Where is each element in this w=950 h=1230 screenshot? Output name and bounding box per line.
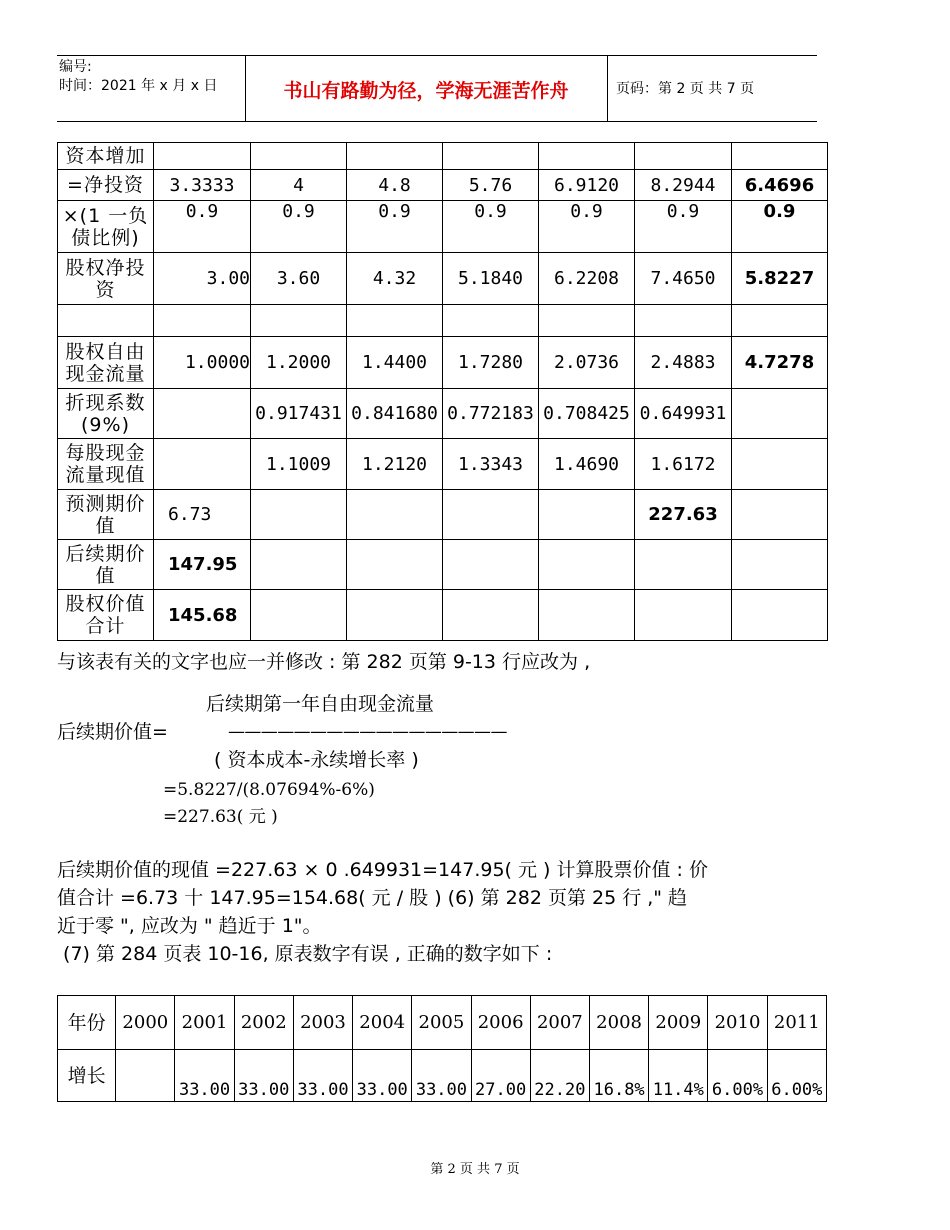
table-cell: 5.8227 <box>732 253 828 305</box>
growth-cell <box>116 1050 175 1102</box>
growth-cell: 33.00 <box>412 1050 471 1102</box>
table-cell <box>154 439 251 490</box>
page-footer: 第 2 页 共 7 页 <box>430 1162 520 1177</box>
header-motto: 书山有路勤为径，学海无涯苦作舟 <box>283 80 569 102</box>
table-row <box>58 439 828 490</box>
document-time-label: 时间：2021 年 x 月 x 日 <box>59 78 218 94</box>
row-label: =净投资 <box>58 170 154 201</box>
table-cell <box>635 540 732 590</box>
formula-result: =227.63( 元 ) <box>163 807 278 827</box>
table-cell <box>251 305 347 337</box>
table-cell <box>443 590 539 641</box>
table-cell: 1.1009 <box>251 439 347 490</box>
table-cell <box>635 143 732 170</box>
growth-cell: 27.00 <box>471 1050 530 1102</box>
year-cell: 2009 <box>649 996 708 1050</box>
table-cell: 0.649931 <box>635 389 732 439</box>
table-cell <box>347 540 443 590</box>
table-cell: 7.4650 <box>635 253 732 305</box>
table-cell: 6.9120 <box>539 170 635 201</box>
table-cell <box>443 540 539 590</box>
table-cell: 2.0736 <box>539 337 635 389</box>
growth-cell: 33.00 <box>353 1050 412 1102</box>
table-cell <box>732 439 828 490</box>
growth-cell: 33.00 <box>175 1050 234 1102</box>
table-row <box>58 389 828 439</box>
table-cell <box>251 490 347 540</box>
revision-note: 与该表有关的文字也应一并修改 : 第 282 页第 9-13 行应改为 , <box>57 651 591 673</box>
table-cell <box>732 305 828 337</box>
paragraph-line: 后续期价值的现值 =227.63 × 0 .649931=147.95( 元 ) 计算股票价值 : 价 <box>57 859 708 881</box>
table-cell: 0.9 <box>251 201 347 253</box>
table-cell: 0.9 <box>732 201 828 253</box>
formula-numerator: 后续期第一年自由现金流量 <box>206 693 435 715</box>
table-row <box>58 540 828 590</box>
table-cell: 1.2000 <box>251 337 347 389</box>
table-cell: 1.2120 <box>347 439 443 490</box>
table-cell: 5.1840 <box>443 253 539 305</box>
table-cell <box>154 389 251 439</box>
table-cell: 1.6172 <box>635 439 732 490</box>
year-cell: 2010 <box>708 996 767 1050</box>
table-cell: 147.95 <box>154 540 251 590</box>
table-cell <box>443 490 539 540</box>
table-cell: 6.73 <box>154 490 251 540</box>
table-cell: 0.9 <box>443 201 539 253</box>
table-cell: 0.917431 <box>251 389 347 439</box>
year-cell: 2003 <box>293 996 352 1050</box>
table-row <box>58 490 828 540</box>
table-cell: 0.9 <box>539 201 635 253</box>
table-cell: 0.9 <box>347 201 443 253</box>
year-cell: 2002 <box>234 996 293 1050</box>
table-cell: 1.3343 <box>443 439 539 490</box>
table-cell <box>732 490 828 540</box>
table-cell <box>539 143 635 170</box>
table-cell <box>732 389 828 439</box>
header-bottom-rule <box>57 121 817 122</box>
table-cell: 0.841680 <box>347 389 443 439</box>
year-cell: 2005 <box>412 996 471 1050</box>
row-label: 股权价值合计 <box>58 590 154 641</box>
document-number-label: 编号: <box>59 59 92 75</box>
table-cell <box>732 143 828 170</box>
table-row <box>58 143 828 170</box>
table-cell <box>732 590 828 641</box>
table-cell: 3.3333 <box>154 170 251 201</box>
table-cell <box>154 305 251 337</box>
table-cell: 145.68 <box>154 590 251 641</box>
table-cell: 4.8 <box>347 170 443 201</box>
growth-cell: 33.00 <box>293 1050 352 1102</box>
table-cell <box>539 540 635 590</box>
table-cell: 0.772183 <box>443 389 539 439</box>
table-cell <box>732 540 828 590</box>
table-cell: 8.2944 <box>635 170 732 201</box>
table-cell <box>539 305 635 337</box>
table-cell: 0.708425 <box>539 389 635 439</box>
growth-cell: 16.8% <box>589 1050 648 1102</box>
growth-cell: 6.00% <box>767 1050 826 1102</box>
table-cell: 3.60 <box>251 253 347 305</box>
table-row <box>58 201 828 253</box>
table-cell <box>539 590 635 641</box>
table-cell <box>443 305 539 337</box>
year-cell: 2000 <box>116 996 175 1050</box>
table-cell: 6.4696 <box>732 170 828 201</box>
formula-calc-step: =5.8227/(8.07694%-6%) <box>163 780 375 800</box>
table-cell: 1.4400 <box>347 337 443 389</box>
growth-rate-table <box>57 995 827 1102</box>
header-divider <box>607 55 608 121</box>
row-label: 资本增加 <box>58 143 154 170</box>
year-cell: 2001 <box>175 996 234 1050</box>
table-cell <box>251 540 347 590</box>
header-top-rule <box>57 55 817 56</box>
formula-denominator: ( 资本成本-永续增长率 ) <box>214 749 419 771</box>
year-cell: 2006 <box>471 996 530 1050</box>
paragraph-line: (7) 第 284 页表 10-16, 原表数字有误 , 正确的数字如下 : <box>57 943 553 965</box>
table-cell <box>539 490 635 540</box>
row-label: 预测期价值 <box>58 490 154 540</box>
table-cell <box>347 305 443 337</box>
table-cell: 227.63 <box>635 490 732 540</box>
row-label: 股权净投资 <box>58 253 154 305</box>
table-cell <box>251 143 347 170</box>
row-label <box>58 305 154 337</box>
year-cell: 2008 <box>589 996 648 1050</box>
year-cell: 2011 <box>767 996 826 1050</box>
growth-cell: 11.4% <box>649 1050 708 1102</box>
table-cell: 4 <box>251 170 347 201</box>
table-cell <box>635 590 732 641</box>
formula-fraction-bar: — — — — — — — — — — — — — — — — — <box>228 722 505 742</box>
table-cell: 4.32 <box>347 253 443 305</box>
table-cell <box>347 590 443 641</box>
table-row <box>58 337 828 389</box>
table-cell: 2.4883 <box>635 337 732 389</box>
year-cell: 2007 <box>530 996 589 1050</box>
year-header: 年份 <box>58 996 116 1050</box>
table-cell: 1.7280 <box>443 337 539 389</box>
growth-header: 增长 <box>58 1050 116 1102</box>
table-row <box>58 305 828 337</box>
growth-cell: 6.00% <box>708 1050 767 1102</box>
table-cell: 0.9 <box>154 201 251 253</box>
row-label: 股权自由现金流量 <box>58 337 154 389</box>
year-cell: 2004 <box>353 996 412 1050</box>
table-cell: 0.9 <box>635 201 732 253</box>
table-cell: 1.0000 <box>154 337 251 389</box>
table-cell: 1.4690 <box>539 439 635 490</box>
table-cell: 6.2208 <box>539 253 635 305</box>
table-cell <box>635 305 732 337</box>
table-cell <box>347 490 443 540</box>
row-label: ×(1 一负债比例) <box>58 201 154 253</box>
table-row <box>58 170 828 201</box>
growth-cell: 33.00 <box>234 1050 293 1102</box>
table-cell <box>154 143 251 170</box>
row-label: 后续期价值 <box>58 540 154 590</box>
table-row <box>58 590 828 641</box>
valuation-table <box>57 142 828 641</box>
table-cell <box>251 590 347 641</box>
table-cell: 5.76 <box>443 170 539 201</box>
growth-cell: 22.20 <box>530 1050 589 1102</box>
table-cell: 3.00 <box>154 253 251 305</box>
table-cell <box>443 143 539 170</box>
table-cell <box>347 143 443 170</box>
row-label: 折现系数(9%) <box>58 389 154 439</box>
paragraph-line: 值合计 =6.73 十 147.95=154.68( 元 / 股 ) (6) 第 282 页第 25 行 ," 趋 <box>57 887 688 909</box>
row-label: 每股现金流量现值 <box>58 439 154 490</box>
formula-label: 后续期价值= <box>57 721 168 743</box>
paragraph-line: 近于零 ", 应改为 " 趋近于 1"。 <box>57 915 322 937</box>
header-page-label: 页码：第 2 页 共 7 页 <box>616 81 755 97</box>
table-cell: 4.7278 <box>732 337 828 389</box>
table-row <box>58 253 828 305</box>
